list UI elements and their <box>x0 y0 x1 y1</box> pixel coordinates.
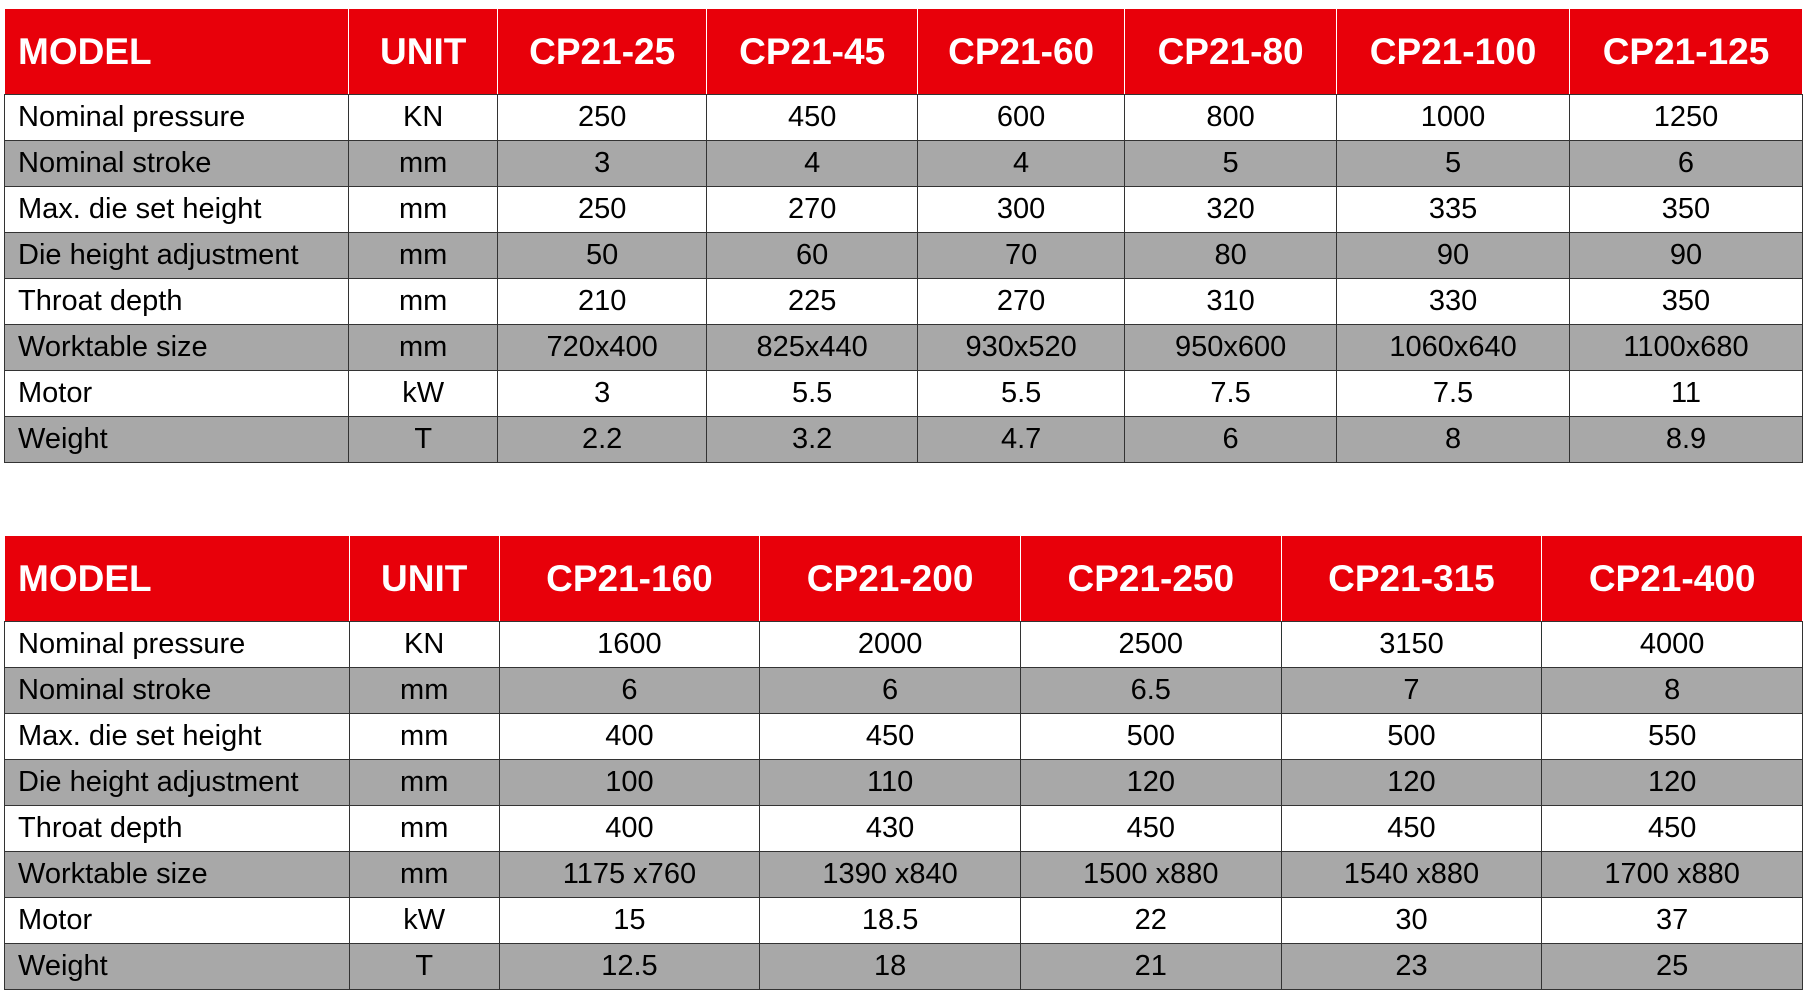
header-cell: CP21-315 <box>1281 536 1542 622</box>
value-cell: 335 <box>1337 187 1570 233</box>
value-cell: 430 <box>760 806 1021 852</box>
value-cell: 7.5 <box>1337 371 1570 417</box>
value-cell: 2000 <box>760 622 1021 668</box>
value-cell: 120 <box>1542 760 1803 806</box>
value-cell: 350 <box>1570 279 1803 325</box>
value-cell: 225 <box>707 279 918 325</box>
table-row <box>5 233 1803 279</box>
table-row <box>5 852 1803 898</box>
table-row <box>5 325 1803 371</box>
value-cell: 6 <box>499 668 760 714</box>
value-cell: 18.5 <box>760 898 1021 944</box>
value-cell: 250 <box>498 95 707 141</box>
value-cell: 6 <box>1570 141 1803 187</box>
row-label: Worktable size <box>5 852 350 898</box>
value-cell: 825x440 <box>707 325 918 371</box>
value-cell: 450 <box>707 95 918 141</box>
row-label: Motor <box>5 898 350 944</box>
row-label: Worktable size <box>5 325 349 371</box>
spec-table-1 <box>4 8 1803 463</box>
header-cell: CP21-25 <box>498 9 707 95</box>
value-cell: 600 <box>918 95 1125 141</box>
value-cell: 2500 <box>1020 622 1281 668</box>
value-cell: 1000 <box>1337 95 1570 141</box>
value-cell: 320 <box>1125 187 1337 233</box>
value-cell: 11 <box>1570 371 1803 417</box>
value-cell: 250 <box>498 187 707 233</box>
value-cell: 120 <box>1281 760 1542 806</box>
value-cell: 120 <box>1020 760 1281 806</box>
header-cell: CP21-125 <box>1570 9 1803 95</box>
value-cell: 1060x640 <box>1337 325 1570 371</box>
value-cell: 70 <box>918 233 1125 279</box>
value-cell: 270 <box>918 279 1125 325</box>
value-cell: 2.2 <box>498 417 707 463</box>
value-cell: 450 <box>1281 806 1542 852</box>
value-cell: 80 <box>1125 233 1337 279</box>
value-cell: 270 <box>707 187 918 233</box>
row-label: Nominal pressure <box>5 95 349 141</box>
row-label: Nominal stroke <box>5 141 349 187</box>
unit-cell: mm <box>349 806 499 852</box>
value-cell: 25 <box>1542 944 1803 990</box>
row-label: Weight <box>5 417 349 463</box>
value-cell: 500 <box>1281 714 1542 760</box>
table-row <box>5 141 1803 187</box>
unit-cell: mm <box>349 279 498 325</box>
value-cell: 450 <box>760 714 1021 760</box>
value-cell: 1100x680 <box>1570 325 1803 371</box>
unit-cell: kW <box>349 898 499 944</box>
header-cell: UNIT <box>349 536 499 622</box>
table-row <box>5 760 1803 806</box>
header-cell: CP21-200 <box>760 536 1021 622</box>
row-label: Motor <box>5 371 349 417</box>
value-cell: 550 <box>1542 714 1803 760</box>
unit-cell: mm <box>349 141 498 187</box>
row-label: Max. die set height <box>5 187 349 233</box>
value-cell: 22 <box>1020 898 1281 944</box>
value-cell: 8 <box>1337 417 1570 463</box>
table-row <box>5 714 1803 760</box>
unit-cell: T <box>349 417 498 463</box>
header-cell: CP21-250 <box>1020 536 1281 622</box>
unit-cell: mm <box>349 233 498 279</box>
row-label: Nominal stroke <box>5 668 350 714</box>
table-row <box>5 622 1803 668</box>
value-cell: 1540 x880 <box>1281 852 1542 898</box>
header-cell: CP21-160 <box>499 536 760 622</box>
value-cell: 5 <box>1125 141 1337 187</box>
value-cell: 720x400 <box>498 325 707 371</box>
header-cell: CP21-60 <box>918 9 1125 95</box>
value-cell: 210 <box>498 279 707 325</box>
table-row <box>5 898 1803 944</box>
value-cell: 18 <box>760 944 1021 990</box>
value-cell: 15 <box>499 898 760 944</box>
value-cell: 1390 x840 <box>760 852 1021 898</box>
value-cell: 60 <box>707 233 918 279</box>
row-label: Weight <box>5 944 350 990</box>
value-cell: 3 <box>498 371 707 417</box>
header-cell: MODEL <box>5 9 349 95</box>
row-label: Throat depth <box>5 279 349 325</box>
value-cell: 950x600 <box>1125 325 1337 371</box>
value-cell: 21 <box>1020 944 1281 990</box>
unit-cell: mm <box>349 852 499 898</box>
unit-cell: mm <box>349 325 498 371</box>
header-cell: MODEL <box>5 536 350 622</box>
value-cell: 100 <box>499 760 760 806</box>
row-label: Die height adjustment <box>5 760 350 806</box>
table-header-row <box>5 536 1803 622</box>
value-cell: 5.5 <box>707 371 918 417</box>
header-cell: CP21-400 <box>1542 536 1803 622</box>
unit-cell: mm <box>349 668 499 714</box>
value-cell: 30 <box>1281 898 1542 944</box>
value-cell: 4000 <box>1542 622 1803 668</box>
value-cell: 1700 x880 <box>1542 852 1803 898</box>
value-cell: 300 <box>918 187 1125 233</box>
table-row <box>5 371 1803 417</box>
row-label: Nominal pressure <box>5 622 350 668</box>
value-cell: 330 <box>1337 279 1570 325</box>
unit-cell: mm <box>349 714 499 760</box>
value-cell: 6 <box>760 668 1021 714</box>
value-cell: 4.7 <box>918 417 1125 463</box>
value-cell: 400 <box>499 714 760 760</box>
header-cell: CP21-45 <box>707 9 918 95</box>
unit-cell: mm <box>349 760 499 806</box>
table-row <box>5 187 1803 233</box>
value-cell: 37 <box>1542 898 1803 944</box>
value-cell: 400 <box>499 806 760 852</box>
value-cell: 12.5 <box>499 944 760 990</box>
table-header-row <box>5 9 1803 95</box>
value-cell: 5.5 <box>918 371 1125 417</box>
value-cell: 90 <box>1570 233 1803 279</box>
value-cell: 6 <box>1125 417 1337 463</box>
row-label: Max. die set height <box>5 714 350 760</box>
value-cell: 350 <box>1570 187 1803 233</box>
row-label: Throat depth <box>5 806 350 852</box>
value-cell: 7 <box>1281 668 1542 714</box>
value-cell: 8.9 <box>1570 417 1803 463</box>
row-label: Die height adjustment <box>5 233 349 279</box>
value-cell: 1500 x880 <box>1020 852 1281 898</box>
value-cell: 7.5 <box>1125 371 1337 417</box>
value-cell: 50 <box>498 233 707 279</box>
table-row <box>5 944 1803 990</box>
unit-cell: KN <box>349 95 498 141</box>
unit-cell: mm <box>349 187 498 233</box>
value-cell: 110 <box>760 760 1021 806</box>
value-cell: 1175 x760 <box>499 852 760 898</box>
value-cell: 450 <box>1020 806 1281 852</box>
value-cell: 23 <box>1281 944 1542 990</box>
spec-table-2 <box>4 535 1803 990</box>
value-cell: 1250 <box>1570 95 1803 141</box>
value-cell: 4 <box>707 141 918 187</box>
value-cell: 930x520 <box>918 325 1125 371</box>
header-cell: UNIT <box>349 9 498 95</box>
value-cell: 8 <box>1542 668 1803 714</box>
value-cell: 4 <box>918 141 1125 187</box>
value-cell: 310 <box>1125 279 1337 325</box>
header-cell: CP21-100 <box>1337 9 1570 95</box>
value-cell: 5 <box>1337 141 1570 187</box>
value-cell: 6.5 <box>1020 668 1281 714</box>
value-cell: 3 <box>498 141 707 187</box>
header-cell: CP21-80 <box>1125 9 1337 95</box>
table-row <box>5 417 1803 463</box>
value-cell: 450 <box>1542 806 1803 852</box>
table-row <box>5 279 1803 325</box>
value-cell: 800 <box>1125 95 1337 141</box>
unit-cell: KN <box>349 622 499 668</box>
value-cell: 500 <box>1020 714 1281 760</box>
table-row <box>5 806 1803 852</box>
table-row <box>5 668 1803 714</box>
value-cell: 3150 <box>1281 622 1542 668</box>
value-cell: 1600 <box>499 622 760 668</box>
value-cell: 3.2 <box>707 417 918 463</box>
unit-cell: T <box>349 944 499 990</box>
value-cell: 90 <box>1337 233 1570 279</box>
unit-cell: kW <box>349 371 498 417</box>
table-row <box>5 95 1803 141</box>
